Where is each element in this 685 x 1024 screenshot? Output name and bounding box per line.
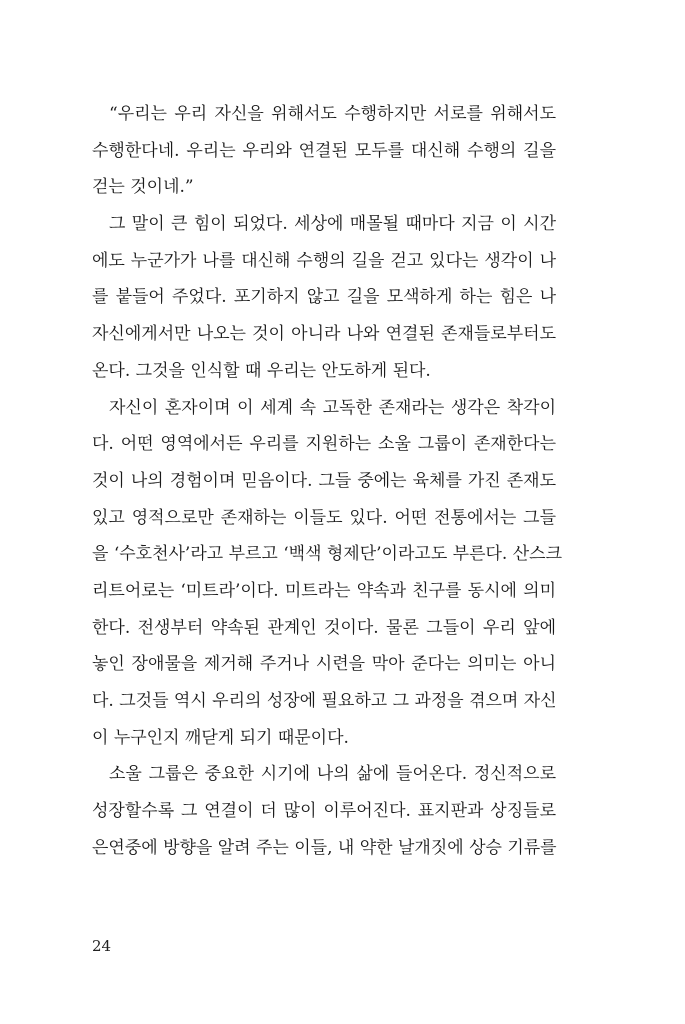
- paragraph: [92, 390, 562, 757]
- text-line: 를 붙들어 주었다. 포기하지 않고 길을 모색하게 하는 힘은 나: [92, 287, 556, 308]
- text-line: 자신이 혼자이며 이 세계 속 고독한 존재라는 생각은 착각이: [109, 397, 556, 418]
- text-line: 성장할수록 그 연결이 더 많이 이루어진다. 표지판과 상징들로: [92, 801, 556, 822]
- text-line: 다. 어떤 영역에서든 우리를 지원하는 소울 그룹이 존재한다는: [92, 434, 556, 455]
- text-line: 놓인 장애물을 제거해 주거나 시련을 막아 준다는 의미는 아니: [92, 654, 556, 675]
- text-line: 이 누구인지 깨닫게 되기 때문이다.: [92, 727, 349, 748]
- text-line: 을 ‘수호천사’라고 부르고 ‘백색 형제단’이라고도 부른다. 산스크: [92, 544, 562, 565]
- book-page-body: [92, 96, 562, 866]
- text-line: “우리는 우리 자신을 위해서도 수행하지만 서로를 위해서도: [109, 104, 556, 124]
- text-line: 자신에게서만 나오는 것이 아니라 나와 연결된 존재들로부터도: [92, 324, 556, 345]
- text-line: 에도 누군가가 나를 대신해 수행의 길을 걷고 있다는 생각이 나: [92, 250, 556, 271]
- text-line: 다. 그것들 역시 우리의 성장에 필요하고 그 과정을 겪으며 자신: [92, 691, 557, 711]
- page-number: 24: [92, 937, 112, 955]
- text-line: 온다. 그것을 인식할 때 우리는 안도하게 된다.: [92, 360, 431, 381]
- paragraph: [92, 756, 556, 866]
- paragraph: [92, 206, 556, 389]
- text-line: 소울 그룹은 중요한 시기에 나의 삶에 들어온다. 정신적으로: [109, 764, 556, 785]
- text-line: 것이 나의 경험이며 믿음이다. 그들 중에는 육체를 가진 존재도: [92, 470, 556, 491]
- text-line: 한다. 전생부터 약속된 관계인 것이다. 물론 그들이 우리 앞에: [92, 617, 556, 638]
- text-line: 수행한다네. 우리는 우리와 연결된 모두를 대신해 수행의 길을: [92, 140, 556, 161]
- text-line: 걷는 것이네.”: [92, 177, 194, 198]
- text-line: 은연중에 방향을 알려 주는 이들, 내 약한 날개짓에 상승 기류를: [92, 837, 557, 858]
- text-line: 리트어로는 ‘미트라’이다. 미트라는 약속과 친구를 동시에 의미: [92, 580, 556, 601]
- text-line: 있고 영적으로만 존재하는 이들도 있다. 어떤 전통에서는 그들: [92, 507, 556, 528]
- paragraph: [92, 96, 556, 206]
- text-line: 그 말이 큰 힘이 되었다. 세상에 매몰될 때마다 지금 이 시간: [109, 214, 556, 235]
